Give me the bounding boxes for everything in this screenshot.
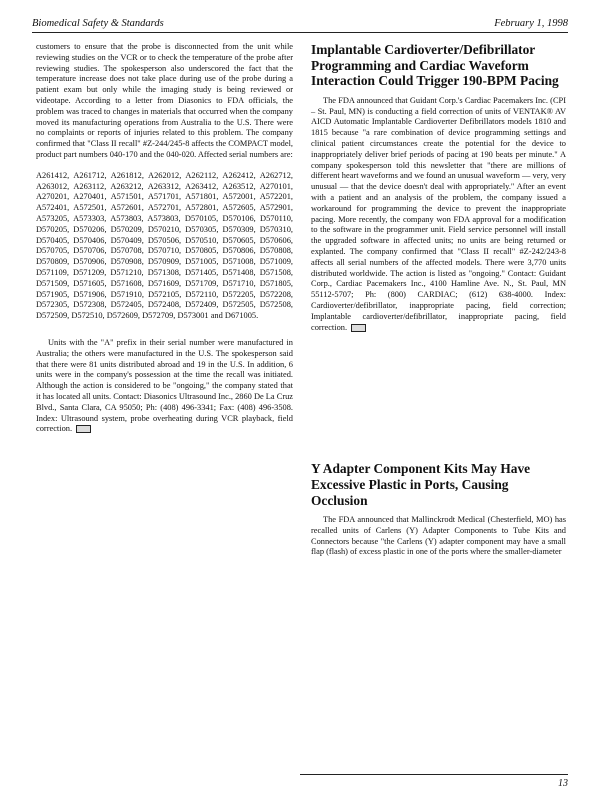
article-title-y-adapter: Y Adapter Component Kits May Have Excessive Plastic in Ports, Causing Occlusion (311, 461, 531, 508)
article-body-icd (311, 96, 566, 334)
serial-number-list: A261412, A261712, A261812, A262012, A262112, A262412, A262712, A263012, A263112, A263212, A263312, A263412, A263512, A270101, A270201, A270401, A571501, A571701, A571801, A572001, A572201, A572401, A572501, A572601, A572701, A572801, A572605, A572901, A573205, A573303, A573803, A573803, D570105, D570106, D570110, D570205, D570206, D570209, D570210, D570305, D570309, D570310, D570405, D570406, D570409, D570506, D570510, D570605, D570606, D570705, D570706, D570708, D570710, D570805, D570806, D570808, D570809, D570906, D570908, D570909, D571005, D571008, D571009, D571109, D571209, D571210, D571308, D571405, D571408, D571508, D571509, D571605, D571608, D571609, D571709, D571710, D571805, D571905, D571906, D571910, D572105, D572110, D572205, D572208, D572305, D572308, D572405, D572408, D572409, D572505, D572508, D572509, D572510, D572609, D572709, D573001 and D671005. (36, 170, 293, 321)
left-column (36, 42, 293, 445)
running-header (32, 14, 568, 33)
end-of-article-icon (76, 425, 91, 433)
article-body-icd-text: The FDA announced that Guidant Corp.'s Cardiac Pacemakers Inc. (CPI – St. Paul, MN) is conducting a field correction of units of VENTAK® AV AICD Automatic Implantable Cardioverter Defibrillators models 1810 and 1815 because "a rare combination of device programming settings and clinical patient circumstances create the potential for the device to inappropriately deliver brief periods of pacing at 190 beats per minute." A company spokesperson told this newsletter that "there are millions of different heart waveforms and we found an unusual waveform — very, very unusual — that the device doesn't deal with appropriately." After an event with a patient and an analysis of the problem, the company issued a workaround for programming the device to prevent the inappropriate pacing. More recently, the company won FDA approval for a modification to the software in the programmer unit. Field service personnel will install the upgraded software in affected units; no units are being returned or explanted. The company confirmed that "Class II recall" #Z-242/243-8 affects all serial numbers of the affected models. There were 3,770 units distributed worldwide. The action is listed as "ongoing." Contact: Guidant Corp., Cardiac Pacemakers Inc., 4100 Hamline Ave. N., St. Paul, MN 55112-5707; Ph: (800) CARDIAC; (612) 638-4000. Index: Cardioverter/defibrillator, inappropriate pacing, field correction; Implantable cardioverter/defibrillator, inappropriate pacing, field correction. (311, 95, 566, 332)
article-title-icd: Implantable Cardioverter/Defibrillator Programming and Cardiac Waveform Interaction Could Trigger 190-BPM Pacing (311, 42, 559, 89)
publication-title: Biomedical Safety & Standards (32, 18, 164, 29)
right-column (311, 42, 566, 568)
closing-paragraph-text: Units with the "A" prefix in their serial number were manufactured in Australia; the others were manufactured in the U.S. The spokesperson said that there were 81 units distributed abroad and 19 in the U.S. In addition, 6 units were in the company's possession at the time the recall was initiated. Although the action is considered to be "ongoing," the company stated that it has located all units. Contact: Diasonics Ultrasound Inc., 2860 De La Cruz Blvd., Santa Clara, CA 95050; Ph: (408) 496-3341; Fax: (408) 496-3508. Index: Ultrasound system, probe overheating during VCR playback, field correction. (36, 337, 294, 434)
closing-paragraph (36, 338, 293, 435)
issue-date: February 1, 1998 (494, 18, 568, 29)
continued-paragraph: customers to ensure that the probe is disconnected from the unit while reviewing studies on the VCR or to check the temperature of the probe after reviewing studies. The spokesperson also underscored the fact that the temperature increase does not take place during use of the probe during a patient exam but only while the imaging study is being reviewed or videotape. According to a letter from Diasonics to FDA officials, the problem was traced to changes in materials that occurred when the company moved its manufacturing operations from Australia to the U.S. There were no complaints or reports of injuries related to this problem. The company confirmed that "Class II recall" #Z-244/245-8 affects the COMPACT model, product part numbers 040-170 and the 040-020. Affected serial numbers are: (36, 42, 293, 159)
article-body-y-adapter: The FDA announced that Mallinckrodt Medical (Chesterfield, MO) has recalled units of Carlens (Y) Adapter Components to Tube Kits and Connectors because "the Carlens (Y) adapter component may have a small flap (flash) of excess plastic in one of the ports where the smaller-diameter (311, 515, 566, 557)
footer-rule (300, 774, 568, 775)
end-of-article-icon (351, 324, 366, 332)
page-number: 13 (558, 778, 568, 789)
